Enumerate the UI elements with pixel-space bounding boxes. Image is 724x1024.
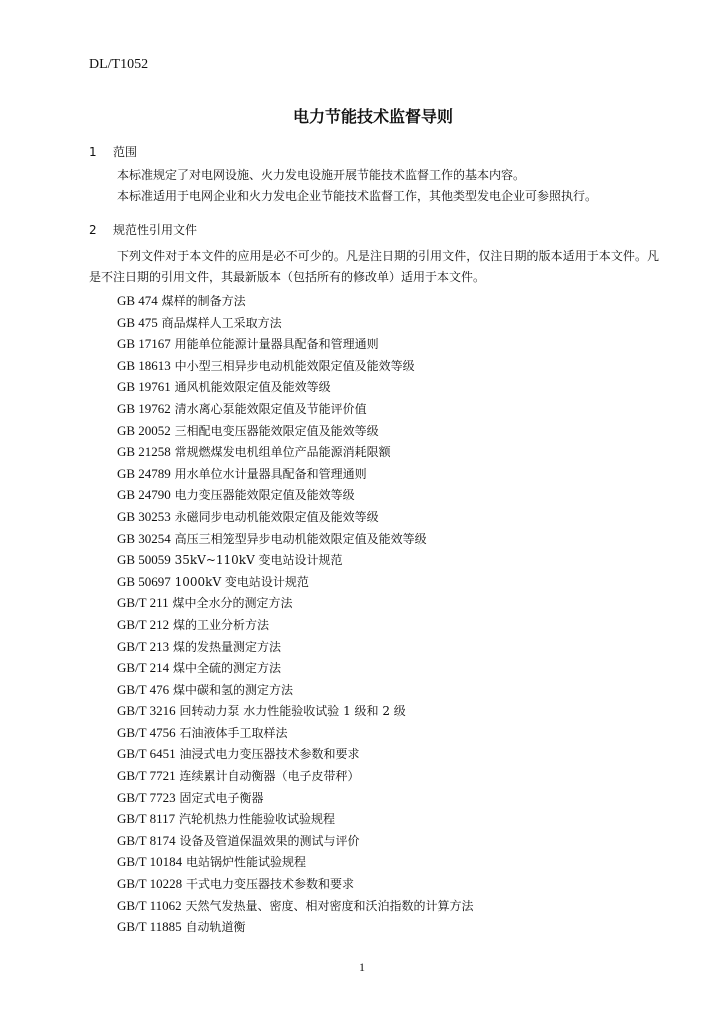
section-title: 范围 xyxy=(113,145,138,159)
reference-title: 固定式电子衡器 xyxy=(179,790,264,805)
reference-title: 汽轮机热力性能验收试验规程 xyxy=(178,812,335,827)
reference-title: 中小型三相异步电动机能效限定值及能效等级 xyxy=(174,358,415,373)
section-number: 2 xyxy=(89,223,97,237)
reference-code: GB 475 xyxy=(117,314,158,330)
reference-code: GB 19761 xyxy=(117,379,171,395)
reference-list xyxy=(117,290,474,938)
standard-code: DL/T1052 xyxy=(89,57,149,72)
reference-title: 设备及管道保温效果的测试与评价 xyxy=(179,833,360,848)
reference-item xyxy=(117,679,474,701)
reference-code: GB 24789 xyxy=(117,465,171,481)
reference-title: 用能单位能源计量器具配备和管理通则 xyxy=(174,337,379,352)
reference-item xyxy=(117,549,474,571)
reference-item xyxy=(117,528,474,550)
reference-item xyxy=(117,895,474,917)
reference-item xyxy=(117,376,474,398)
reference-item xyxy=(117,506,474,528)
reference-code: GB/T 8174 xyxy=(117,832,176,848)
reference-code: GB 50697 xyxy=(117,573,171,589)
document-title: 电力节能技术监督导则 xyxy=(292,107,453,126)
reference-code: GB/T 7721 xyxy=(117,768,176,784)
reference-item xyxy=(117,614,474,636)
reference-item xyxy=(117,441,474,463)
section-number: 1 xyxy=(89,145,97,159)
reference-title: 干式电力变压器技术参数和要求 xyxy=(185,877,354,892)
reference-code: GB 50059 xyxy=(117,552,171,568)
section-heading-scope xyxy=(89,143,137,160)
reference-item xyxy=(117,398,474,420)
section-title: 规范性引用文件 xyxy=(113,223,198,237)
reference-item xyxy=(117,743,474,765)
reference-title: 回转动力泵 水力性能验收试验 1 级和 2 级 xyxy=(179,704,406,719)
reference-code: GB 20052 xyxy=(117,422,171,438)
reference-code: GB/T 214 xyxy=(117,660,170,676)
reference-item xyxy=(117,312,474,334)
reference-title: 连续累计自动衡器（电子皮带秤） xyxy=(179,769,360,784)
reference-item xyxy=(117,592,474,614)
reference-item xyxy=(117,484,474,506)
reference-title: 煤中全水分的测定方法 xyxy=(172,596,293,611)
reference-title: 高压三相笼型异步电动机能效限定值及能效等级 xyxy=(174,531,427,546)
reference-item xyxy=(117,290,474,312)
page-number: 1 xyxy=(359,960,365,974)
reference-code: GB/T 476 xyxy=(117,681,170,697)
reference-code: GB 30253 xyxy=(117,508,171,524)
reference-item xyxy=(117,355,474,377)
reference-code: GB/T 7723 xyxy=(117,789,176,805)
reference-code: GB 19762 xyxy=(117,400,171,416)
reference-title: 煤中全硫的测定方法 xyxy=(172,661,281,676)
reference-code: GB 24790 xyxy=(117,487,171,503)
reference-code: GB 17167 xyxy=(117,336,171,352)
reference-code: GB 21258 xyxy=(117,444,171,460)
reference-code: GB/T 3216 xyxy=(117,703,176,719)
reference-title: 通风机能效限定值及能效等级 xyxy=(174,380,331,395)
reference-item xyxy=(117,916,474,938)
reference-title: 石油液体手工取样法 xyxy=(179,725,288,740)
reference-title: 煤的工业分析方法 xyxy=(172,617,269,632)
reference-code: GB/T 11062 xyxy=(117,897,182,913)
reference-item xyxy=(117,808,474,830)
reference-title: 电站锅炉性能试验规程 xyxy=(185,855,306,870)
reference-title: 煤样的制备方法 xyxy=(161,294,246,308)
reference-item xyxy=(117,636,474,658)
reference-code: GB/T 213 xyxy=(117,638,170,654)
scope-paragraph-2: 本标准适用于电网企业和火力发电企业节能技术监督工作，其他类型发电企业可参照执行。 xyxy=(117,189,598,203)
reference-item xyxy=(117,830,474,852)
reference-title: 商品煤样人工采取方法 xyxy=(161,315,282,330)
reference-code: GB/T 10228 xyxy=(117,876,183,892)
reference-item xyxy=(117,463,474,485)
reference-item xyxy=(117,657,474,679)
reference-item xyxy=(117,851,474,873)
reference-code: GB/T 11885 xyxy=(117,919,182,935)
references-intro-paragraph: 下列文件对于本文件的应用是必不可少的。凡是注日期的引用文件，仅注日期的版本适用于本文件。凡是不注日期的引用文件，其最新版本（包括所有的修改单）适用于本文件。 xyxy=(89,249,659,284)
reference-title: 煤中碳和氢的测定方法 xyxy=(172,682,293,697)
reference-title: 常规燃煤发电机组单位产品能源消耗限额 xyxy=(174,445,391,460)
section-heading-references xyxy=(89,221,197,238)
reference-code: GB 18613 xyxy=(117,357,171,373)
reference-title: 自动轨道衡 xyxy=(185,920,246,935)
reference-title: 用水单位水计量器具配备和管理通则 xyxy=(174,466,367,481)
reference-item xyxy=(117,722,474,744)
reference-code: GB/T 6451 xyxy=(117,746,176,762)
reference-title: 35kV~110kV 变电站设计规范 xyxy=(174,553,343,568)
reference-title: 1000kV 变电站设计规范 xyxy=(174,574,309,589)
reference-code: GB/T 10184 xyxy=(117,854,183,870)
reference-title: 永磁同步电动机能效限定值及能效等级 xyxy=(174,509,379,524)
reference-item xyxy=(117,873,474,895)
reference-title: 天然气发热量、密度、相对密度和沃泊指数的计算方法 xyxy=(185,898,474,913)
reference-code: GB/T 4756 xyxy=(117,724,176,740)
reference-item xyxy=(117,700,474,722)
reference-code: GB 474 xyxy=(117,293,158,308)
reference-item xyxy=(117,420,474,442)
reference-title: 三相配电变压器能效限定值及能效等级 xyxy=(174,423,379,438)
reference-title: 清水离心泵能效限定值及节能评价值 xyxy=(174,401,367,416)
reference-code: GB/T 212 xyxy=(117,616,170,632)
reference-title: 油浸式电力变压器技术参数和要求 xyxy=(179,747,360,762)
reference-item xyxy=(117,571,474,593)
reference-code: GB 30254 xyxy=(117,530,171,546)
reference-title: 煤的发热量测定方法 xyxy=(172,639,281,654)
reference-code: GB/T 211 xyxy=(117,595,169,611)
scope-paragraph-1: 本标准规定了对电网设施、火力发电设施开展节能技术监督工作的基本内容。 xyxy=(117,168,526,182)
reference-code: GB/T 8117 xyxy=(117,811,176,827)
reference-item xyxy=(117,787,474,809)
reference-title: 电力变压器能效限定值及能效等级 xyxy=(174,488,355,503)
reference-item xyxy=(117,765,474,787)
reference-item xyxy=(117,333,474,355)
